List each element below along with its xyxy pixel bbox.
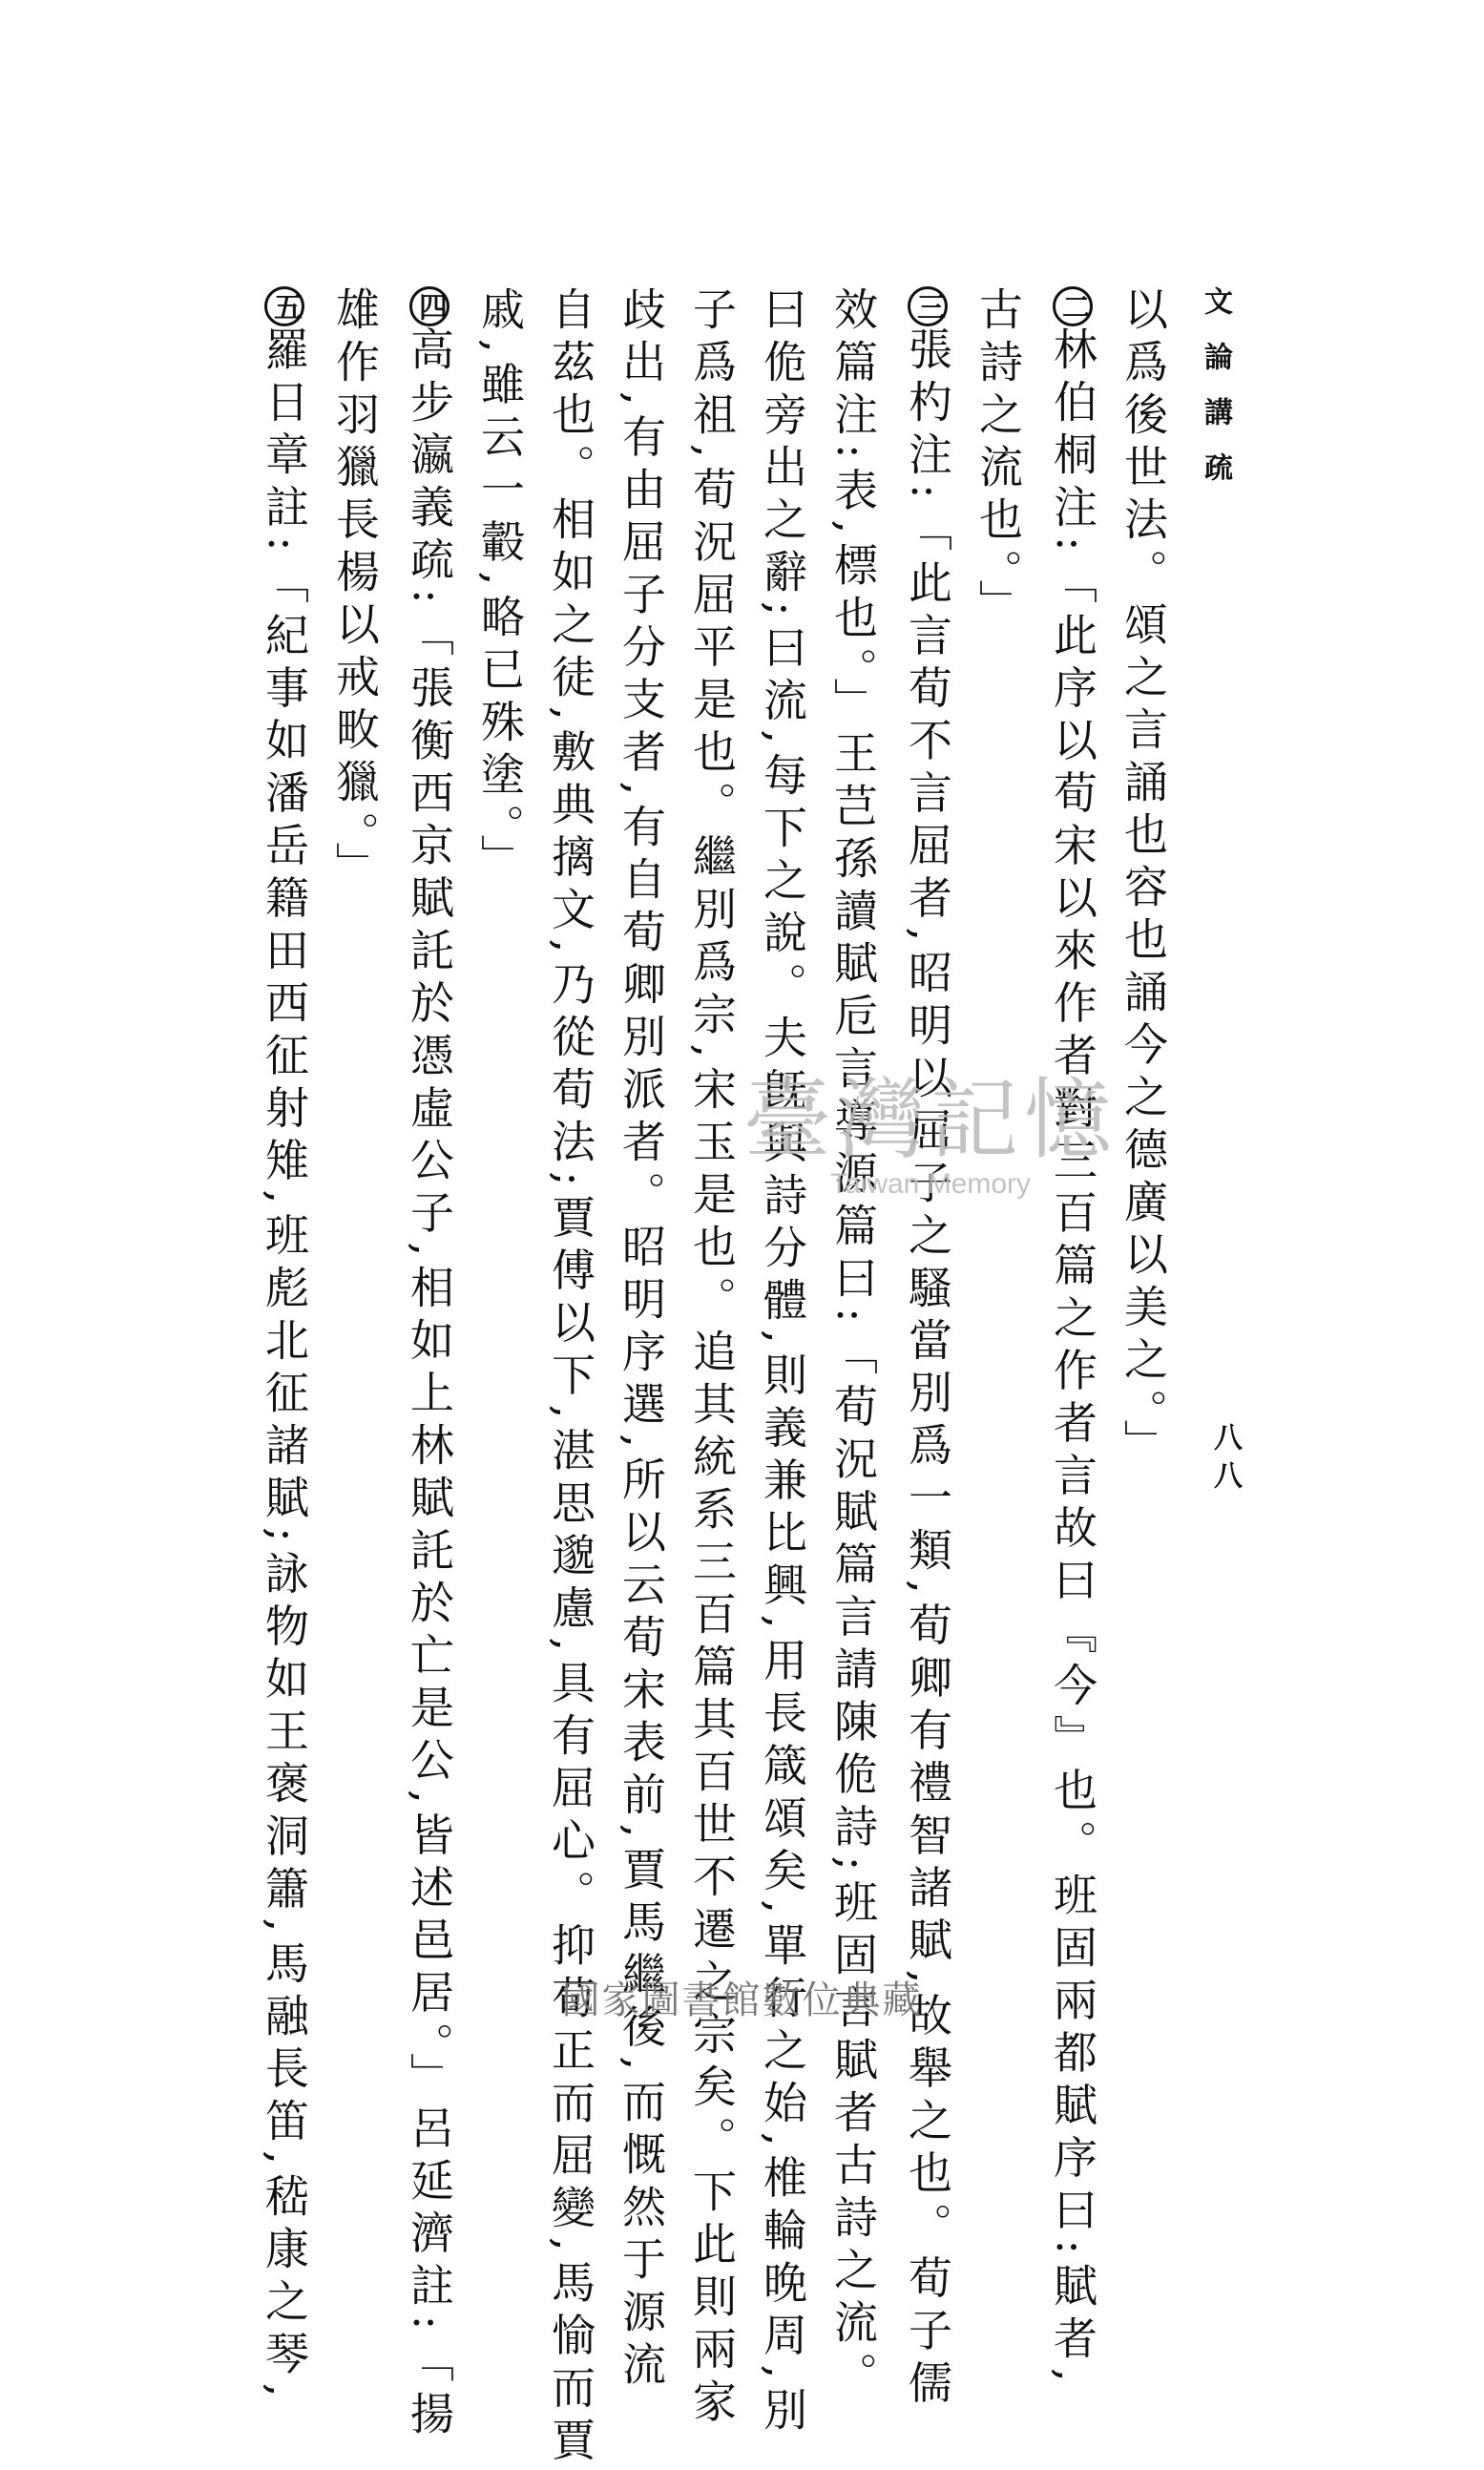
text-column (394, 286, 465, 2444)
running-header: 文論講疏 (1199, 286, 1232, 508)
column-text: 自茲也。相如之徒,敷典摛文,乃從荀法;賈傅以下,湛思邈慮,具有屈心。抑荀正而屈變,馬愉而賈 (545, 286, 596, 2470)
column-text: 張杓注:「此言荀不言屈者,昭明以屈子之騷當別爲一類,荀卿有禮智諸賦,故舉之也。荀子儒 (902, 326, 953, 2413)
column-text: 古詩之流也。」 (972, 286, 1024, 632)
column-text: 歧出,有由屈子分支者,有自荀卿別派者。昭明序選,所以云荀宋表前,賈馬繼後,而慨然于源流 (616, 286, 667, 2395)
text-column (535, 286, 606, 2470)
watermark-english: Taiwan Memory (829, 1168, 1032, 1200)
note-marker: 三 (908, 286, 948, 326)
text-column (606, 286, 677, 2395)
column-text: 林伯桐注:「此序以荀宋以來作者對三百篇之作者言故曰『今』也。班固兩都賦序曰:賦者, (1047, 326, 1098, 2391)
column-text: 子爲祖,荀況屈平是也。繼別爲宗,宋玉是也。追其統系三百篇其百世不遷之宗矣。下此則兩家 (686, 286, 738, 2432)
note-marker: 五 (264, 286, 304, 326)
column-text: 曰佹旁出之辭;曰流,每下之說。夫旣與詩分體,則義兼比興,用長箴頌矣,單行之始,椎輪晚周,別 (757, 286, 808, 2440)
page-number: 八八 (1208, 1422, 1242, 1498)
column-text: 高步瀛義疏:「張衡西京賦託於憑虛公子,相如上林賦託於亡是公,皆述邑居。」呂延濟註:「揚 (404, 326, 455, 2444)
note-marker: 二 (1053, 286, 1093, 326)
text-column (249, 286, 320, 2406)
footer-credit: 國家圖書館數位典藏 (561, 1978, 923, 2022)
text-column (320, 286, 390, 1852)
column-text: 效篇注:表,標也。」王芑孫讀賦卮言導源篇曰:「荀況賦篇言請陳佹詩;班固言賦者古詩之流。 (827, 286, 879, 2405)
column-text: 戚,雖云一轂,略已殊塗。」 (474, 286, 526, 888)
column-text: 以爲後世法。頌之言誦也容也誦今之德廣以美之。」 (1118, 286, 1169, 1472)
watermark-chinese: 臺灣記憶 (742, 1069, 1118, 1171)
note-marker: 四 (409, 286, 449, 326)
column-text: 羅日章註:「紀事如潘岳籍田西征射雉,班彪北征諸賦;詠物如王褒洞簫,馬融長笛,嵇康之琴, (259, 326, 310, 2406)
watermark-logo (725, 1050, 1136, 1201)
text-column (465, 286, 535, 1852)
column-text: 雄作羽獵長楊以戒畋獵。」 (329, 286, 381, 894)
